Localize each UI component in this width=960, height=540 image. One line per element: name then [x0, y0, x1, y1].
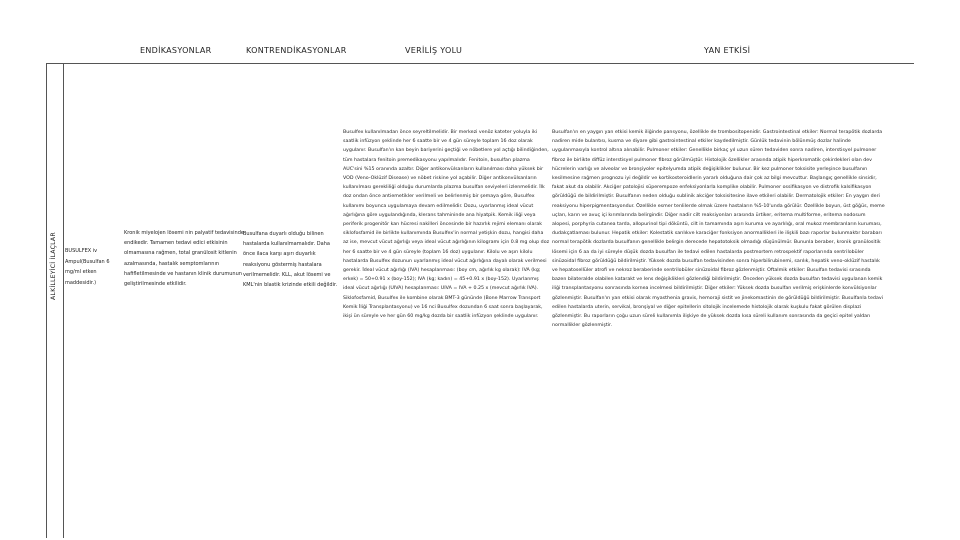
contraindication-text: Busulfana duyarlı olduğu bilinen hastalarda kullanılmamalıdır. Daha önce ilaca karşı aşırı duyarlık reaksiyonu göstermiş hastalara verilmemelidir. KLL, akut lösemi ve KML'nin blastik krizinde etkili değildir. — [243, 231, 338, 289]
side-effects-text: Busulfan'ın en yaygın yan etkisi kemik iliğinde pansyonu, özellikle de trombositopenidir. Gastrointestinal etkiler: Normal terapötik dozlarda nadiren mide bulantısı, kusma ve diyare gibi gastrointestinal etkiler kaydedilmiştir. Günlük tedavinin bölünmüş dozlar halinde uygulanmasıyla kontrol altına alınabilir. Pulmoner etkiler: Genellikle birkaç yıl uzun süren tedaviden sonra nadiren, interstisyel pulmoner fibroz ile birlikte diffüz interstisyel pulmoner fibroz görülmüştür. Histolojik özellikler arasında atipik hiperkromatik çekirdekleri olan dev hücrelerin varlığı ve alveolar ve bronşiyoler epitelyumda atipik değişiklikler bulunur. Bir kez pulmoner toksisite yerleşince busulfanın kesilmesine rağmen prognozu iyi değildir ve kortikosteroidlerin yararlı olduğuna dair çok az bilgi mevcuttur. Başlangıç genellikle sinsidir, fakat akut da olabilir. Akciğer patolojisi süperempoze enfeksiyonlarla komplike olabilir. Pulmoner ossifikasyon ve distrofik kalsifikasyon görüldüğü de bildirilmiştir. Busulfanın neden olduğu sublinik akciğer toksisitesine ilave etkileri olabilir. Dermatolojik etkiler: En yaygın deri reaksiyonu hiperpigmentasyondur. Özellikle esmer tenlilerde olmak üzere hastaların %5-10'unda görülür. Özellikle boyun, üst göğüs, meme uçları, karın ve avuç içi kırımlarında belirgindir. Diğer nadir cilt reaksiyonları arasında ürtiker, eritema multiforme, eritema nodosum alopesi, porphyria cutanea tarda, allopurinol tipi döküntü, cilt in tamamında aşırı kuruma ve ayarlılığı, oral mukoz membranların kuruması, dudakçatlaması bulunur. Hepatik etkiler: Kolestatik sarılıkve karaciğer fonksiyon anormallikleri ile ilişkili bazı raporlar bulunmaktır barabarı normal terapötik dozlarda busulfanın genellikle belirgin derecede hepatotoksik olmadığı düşünülmür. Bununla beraber, kronik granülositik lösemi için 6 aa da iyi süreyle düşük dozda busulfan ile tedavi edilen hastalarda postmortem retrospektif raporlarında sentrilobüler sinüzoidal fibroz görüldüğü bildirilmiştir. Yüksek dozda busulfan tedavisinden sonra hiperbilirubinemi, sarılık, hepatik veno-oklüzif hastalık ve hepatosellüler atrofi ve nekroz beraberinde sentrilobüler sinüzoidal fibroz gözlenmiştir. Oftalmik etkiler: Busulfan tedavisi sırasında bazen bilateralde olabilen katarakt ve lens değişiklikleri gözlendiği bildirilmiştir. Önceden yüksek dozda busulfan tedavisi uygulanan kemik iliği transplantasyonu sonrasında kornea incelmesi bildirilmiştir. Diğer etkiler: Yüksek dozda busulfan verilmiş erişkinlerde konvülsiyonlar gözlenmiştir. Busulfan'ın yan etkisi olarak myasthenia gravis, hemoraji sistit ve jinekomastinin de görüldüğü bildirilmiştir. Busulfanla tedavi edilen hastalarda uterin, servikal, bronşiyal ve diğer epitellerin sitolojik incelemede histolojik olarak kuşkulu fakat görülen displazi gözlenmiştir. Bu raporların çoğu uzun süreli kullanımla ilişkiye de yüksek dozda kısa süreli kullanım sonrasında da geçici epitel yaldan normallikler gözlenmiştir. — [552, 130, 885, 329]
table-left-border — [46, 63, 47, 538]
row-label-text: ALKİLLEYİCİ İLAÇLAR — [50, 232, 57, 300]
drug-name: BUSULFEX iv Ampul(Busulfan 6 mg/ml etken maddesidir.) — [65, 248, 110, 286]
header-contraindications: KONTRENDİKASYONLAR — [246, 46, 347, 55]
indication-text: Kronik miyelojen lösemi nin palyatif tedavisinde endikedir. Tamamen tedavi edici etkisinin olmamasına rağmen, total granülosit kitlenin azalmasında, hastalık semptomlarının hafifletilmesinde ve hastanın klinik durumunun geliştirilmesinde etkilidir. — [124, 230, 244, 288]
table-top-border — [46, 63, 914, 64]
route-cell — [343, 128, 550, 418]
row-label-divider — [63, 63, 64, 538]
header-indications: ENDİKASYONLAR — [140, 46, 212, 55]
drug-name-cell — [65, 246, 123, 288]
indication-cell — [124, 228, 244, 289]
side-effects-cell — [552, 128, 885, 403]
contraindication-cell — [243, 229, 338, 290]
header-route: VERİLİŞ YOLU — [405, 46, 463, 55]
header-side-effects: YAN ETKİSİ — [704, 46, 751, 55]
route-text: Busulfex kullanılmadan önce seyreltilmelidir. Bir merkezi venöz kateter yoluyla iki saatlik infüzyon şeklinde her 6 saatte bir ve 4 gün süreyle toplam 16 doz olarak uygulanır. Busulfan'ın kan beyin bariyerini geçtiği ve nöbetlere yol açtığı bilindiğinden, tüm hastalara fenitoin premedikasyonu yapılmalıdır. Fenitoin, busulfan plazma AUC'sini %15 oranında azaltır. Diğer antikonvülsanların kullanılması daha yüksek bir VOD (Veno-Oklüzif Disease) ve nöbet riskine yol açabilir. Diğer antikonvülsanların kullanılması gerekliliği olduğu durumlarda plazma busulfan seviyeleri izlenmelidir. İlk doz ondan önce antiemetikler verilmeli ve belirlenmiş bir şemaya göre, Busulfex kullanımı boyunca uygulamaya devam edilmelidir. Dozu, uyarlanmış ideal vücut ağırlığına göre uygulandığında, klerans tahmininde ana hiyatpik. Kemik iliği veya periferik progenitör kan hücresi nakilleri öncesinde bir hazırlık rejimi elemanı olarak siklofosfamid ile birlikte kullanımında Busulfex'in normal yetişkin dozu, hangisi daha az ise, mevcut vücut ağırlığı veya ideal vücut ağırlığının kilogramı için 0.8 mg olup doz her 6 saatte bir ve 4 gün süreyle (toplam 16 doz) uygulanır. Kilolu ve aşırı kilolu hastalarda Busulfex dozunun uyarlanmış ideal vücut ağırlığına dayalı olarak verilmesi gerekir. İdeal vücut ağırlığı (IVA) hesaplanması: (boy cm, ağırlık kg olarak): IVA (kg; erkek) = 50+0.91 x (boy-152); IVA (kg; kadın) = 45+0.91 x (boy-152). Uyarlanmış ideal vücut ağırlığı (UIVA) hesaplanması: UIVA = IVA + 0.25 x (mevcut ağırlık IVA). Siklofosfamid, Busulfex ile kombine olarak BMT-3 gününde (Bone Marrow Transport Kemik İliği Transplantasyonu) ve 16 nci Busulfex dozundan 6 saat sonra başlayarak, ikişi ün süreyle ve her gün 60 mg/kg dozda bir saatlik infüzyon şeklinde uygulanır. — [343, 130, 550, 320]
